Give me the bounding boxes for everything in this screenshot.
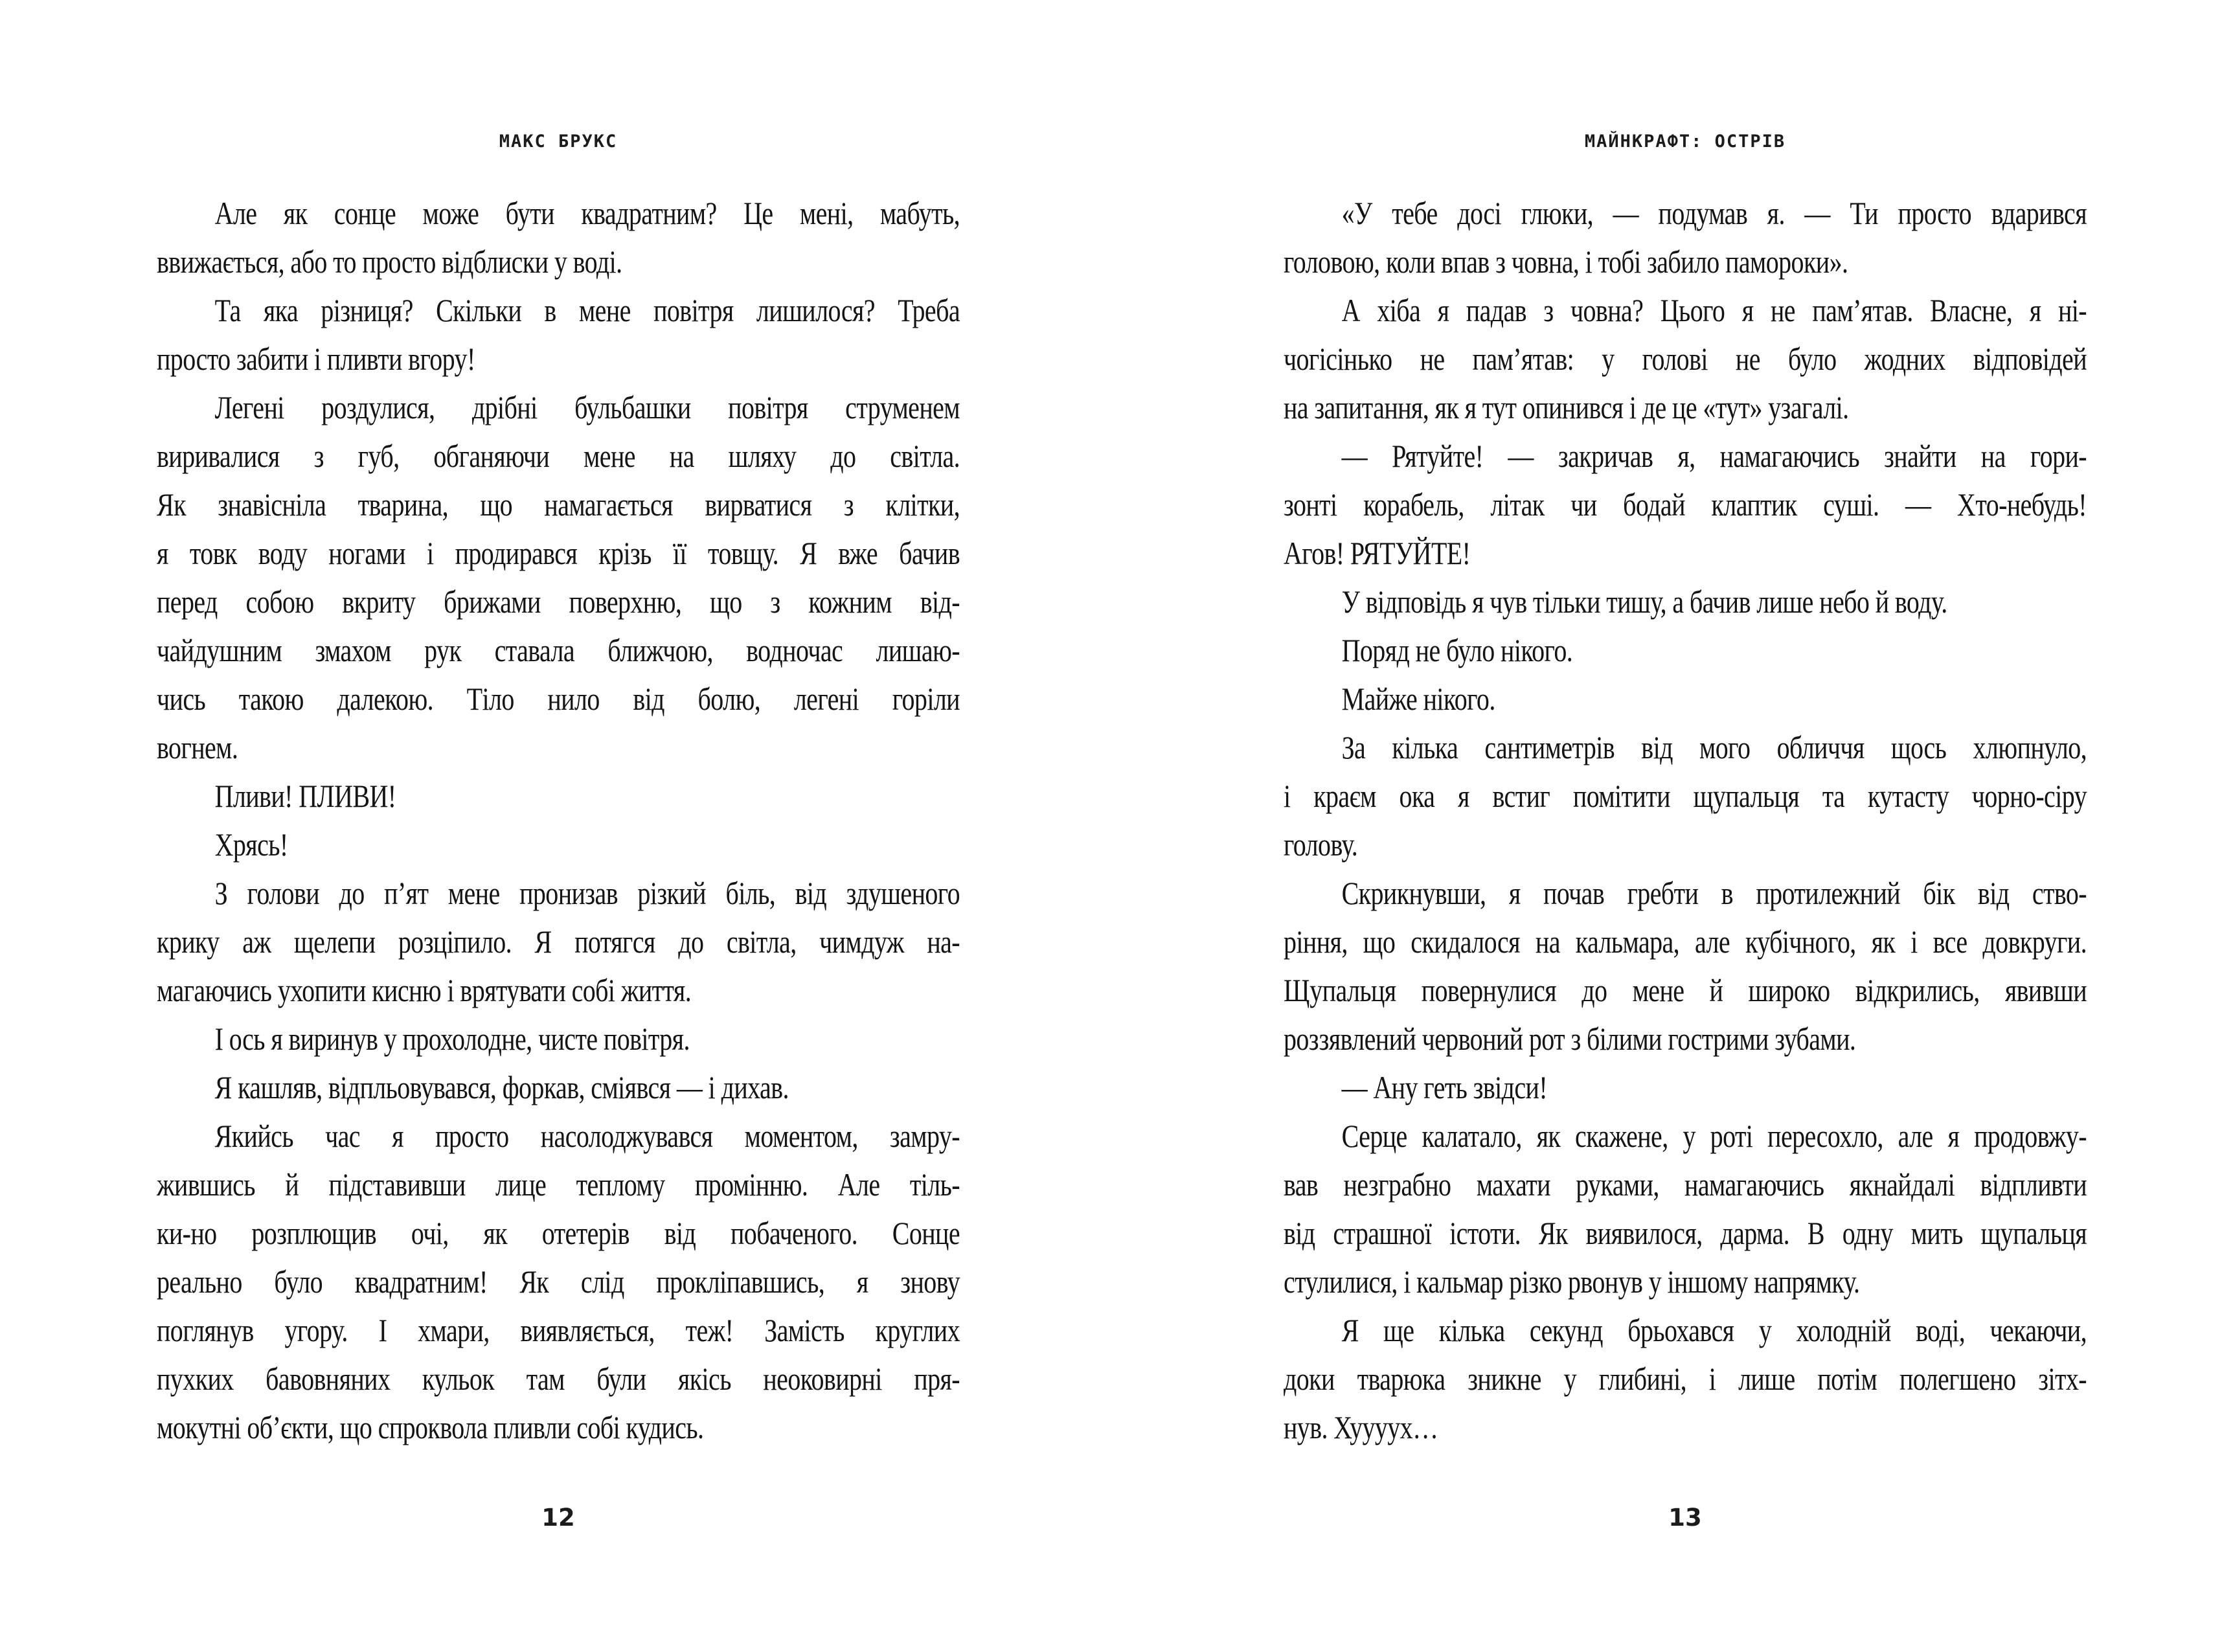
text-line: Серце калатало, як скажене, у роті пересохло, але я продовжу-	[1341, 1118, 2087, 1154]
text-line: ріння, що скидалося на кальмара, але кубічного, як і все довкруги.	[1284, 923, 2087, 960]
text-line: Поряд не було нікого.	[1341, 632, 1573, 668]
page-number: 13	[1668, 1504, 1702, 1532]
page-right	[1284, 0, 2087, 1652]
text-line: я товк воду ногами і продирався крізь її товщу. Я вже бачив	[157, 535, 960, 571]
text-line: реально було квадратним! Як слід прокліпавшись, я знову	[157, 1263, 960, 1300]
text-line: Легені роздулися, дрібні бульбашки повітря струменем	[214, 389, 960, 425]
text-line: головою, коли впав з човна, і тобі забило памороки».	[1284, 243, 1848, 280]
text-line: Якийсь час я просто насолоджувався моментом, замру-	[214, 1118, 960, 1154]
text-line: мокутні об’єкти, що спроквола пливли собі кудись.	[157, 1409, 704, 1445]
text-line: просто забити і пливти вгору!	[157, 341, 475, 377]
text-line: Агов! РЯТУЙТЕ!	[1284, 535, 1471, 571]
text-line: від страшної істоти. Як виявилося, дарма. В одну мить щупальця	[1284, 1215, 2087, 1251]
text-line: зонті корабель, літак чи бодай клаптик суші. — Хто-небудь!	[1284, 486, 2087, 523]
text-line: Пливи! ПЛИВИ!	[214, 778, 396, 814]
text-line: ввижається, або то просто відблиски у воді.	[157, 243, 622, 280]
text-line: виривалися з губ, обганяючи мене на шляху до світла.	[157, 438, 960, 474]
text-line: Але як сонце може бути квадратним? Це мені, мабуть,	[214, 195, 960, 231]
text-line: чись такою далекою. Тіло нило від болю, легені горіли	[157, 681, 960, 717]
text-line: Я ще кілька секунд брьохався у холодній воді, чекаючи,	[1341, 1312, 2087, 1348]
text-line: крику аж щелепи розціпило. Я потягся до світла, чимдуж на-	[157, 923, 960, 960]
text-line: перед собою вкриту брижами поверхню, що з кожним від-	[157, 583, 960, 620]
text-line: на запитання, як я тут опинився і де це «тут» узагалі.	[1284, 389, 1849, 425]
text-line: Я кашляв, відпльовувався, форкав, сміявся — і дихав.	[214, 1069, 789, 1105]
text-line: — Рятуйте! — закричав я, намагаючись знайти на гори-	[1341, 438, 2087, 474]
text-line: ки-но розплющив очі, як отетерів від побаченого. Сонце	[157, 1215, 960, 1251]
text-line: — Ану геть звідси!	[1341, 1069, 1548, 1105]
text-line: За кілька сантиметрів від мого обличчя щось хлюпнуло,	[1341, 729, 2087, 765]
body-text	[157, 189, 960, 1452]
text-line: Щупальця повернулися до мене й широко відкрились, явивши	[1284, 972, 2087, 1008]
text-line: «У тебе досі глюки, — подумав я. — Ти просто вдарився	[1341, 195, 2087, 231]
text-line: доки тварюка зникне у глибині, і лише потім полегшено зітх-	[1284, 1361, 2087, 1397]
text-line: роззявлений червоний рот з білими гострими зубами.	[1284, 1021, 1856, 1057]
body-text	[1284, 189, 2087, 1452]
text-line: Та яка різниця? Скільки в мене повітря лишилося? Треба	[214, 292, 960, 328]
text-line: вав незграбно махати руками, намагаючись якнайдалі відпливти	[1284, 1166, 2087, 1203]
text-line: вогнем.	[157, 729, 238, 765]
running-header-title: МАЙНКРАФТ: ОСТРІВ	[1584, 131, 1786, 152]
text-line: Хрясь!	[214, 826, 288, 863]
text-line: голову.	[1284, 826, 1358, 863]
text-line: А хіба я падав з човна? Цього я не пам’ятав. Власне, я ні-	[1341, 292, 2087, 328]
page-left	[157, 0, 960, 1652]
text-line: жившись й підставивши лице теплому промінню. Але тіль-	[157, 1166, 960, 1203]
text-line: Скрикнувши, я почав гребти в протилежний бік від ство-	[1341, 875, 2087, 911]
text-line: стулилися, і кальмар різко рвонув у іншому напрямку.	[1284, 1263, 1860, 1300]
text-line: З голови до п’ят мене пронизав різкий біль, від здушеного	[214, 875, 960, 911]
text-line: І ось я виринув у прохолодне, чисте повітря.	[214, 1021, 690, 1057]
text-line: пухких бавовняних кульок там були якісь неоковирні пря-	[157, 1361, 960, 1397]
page-number: 12	[541, 1504, 575, 1532]
text-line: чайдушним змахом рук ставала ближчою, водночас лишаю-	[157, 632, 960, 668]
text-line: Майже нікого.	[1341, 681, 1495, 717]
text-line: чогісінько не пам’ятав: у голові не було жодних відповідей	[1284, 341, 2087, 377]
text-line: У відповідь я чув тільки тишу, а бачив лише небо й воду.	[1341, 583, 1947, 620]
text-line: магаючись ухопити кисню і врятувати собі життя.	[157, 972, 692, 1008]
running-header-author: МАКС БРУКС	[499, 131, 618, 152]
text-line: і краєм ока я встиг помітити щупальця та кутасту чорно-сіру	[1284, 778, 2087, 814]
text-line: нув. Хуууух…	[1284, 1409, 1438, 1445]
text-line: поглянув угору. І хмари, виявляється, теж! Замість круглих	[157, 1312, 960, 1348]
text-line: Як знавісніла тварина, що намагається вирватися з клітки,	[157, 486, 960, 523]
